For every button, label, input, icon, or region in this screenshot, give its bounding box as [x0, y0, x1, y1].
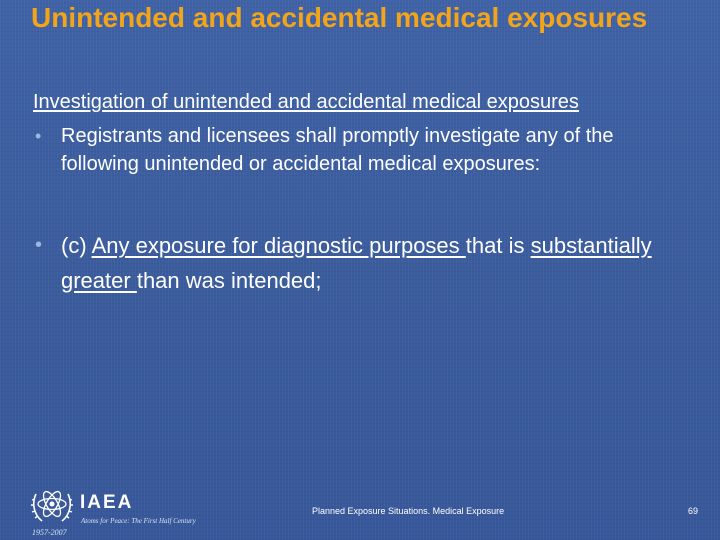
logo-tagline: Atoms for Peace: The First Half Century: [81, 517, 196, 525]
bullet-item-1: [35, 122, 695, 178]
iaea-emblem-icon: [30, 484, 74, 528]
logo-years: 1957-2007: [32, 528, 67, 537]
logo-text: IAEA: [80, 492, 134, 513]
bullet-marker: •: [35, 126, 42, 146]
bullet-marker: •: [35, 234, 43, 256]
slide-title: Unintended and accidental medical exposures: [31, 2, 648, 33]
iaea-logo: [30, 484, 220, 536]
page-number: 69: [688, 506, 699, 516]
bullet-text: Registrants and licensees shall promptly investigate any of the following unintended or accidental medical exposures:: [61, 125, 614, 175]
footer-caption: Planned Exposure Situations. Medical Exposure: [312, 506, 505, 516]
bullet-item-2: [35, 228, 695, 298]
bullet-middle: that is: [465, 233, 531, 258]
underlined-phrase: Any exposure for diagnostic purposes: [91, 233, 466, 258]
underlined-phrase: substantially greater: [61, 233, 652, 293]
bullet-prefix: (c): [61, 233, 92, 258]
bullet-text: [61, 228, 695, 298]
section-subtitle: Investigation of unintended and accidental medical exposures: [33, 91, 579, 113]
bullet-suffix: than was intended;: [136, 268, 322, 293]
